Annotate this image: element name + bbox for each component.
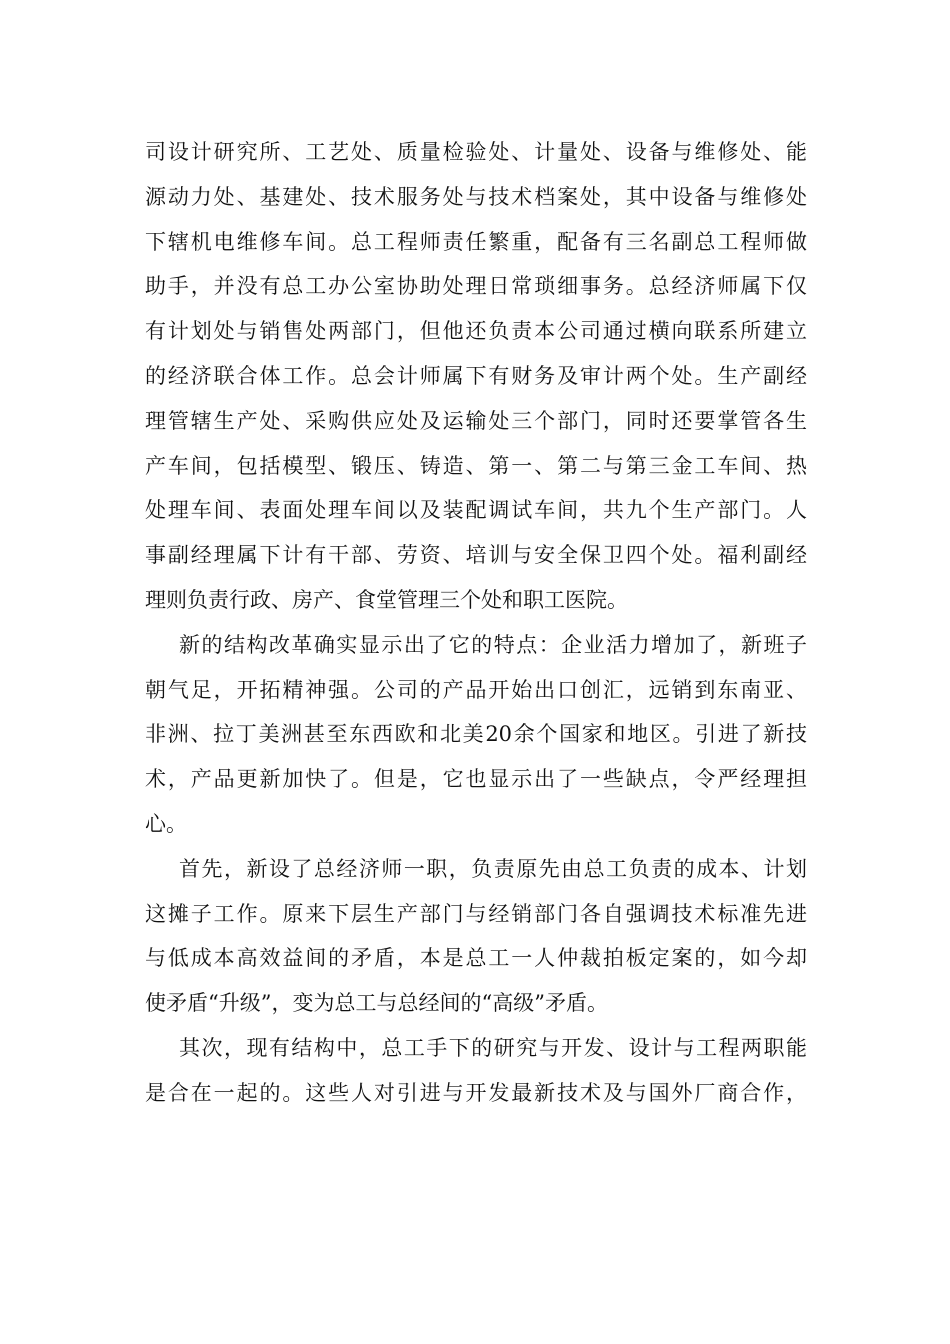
text-line: 这摊子工作。原来下层生产部门与经销部门各自强调技术标准先进 (145, 901, 807, 926)
text-line: 下辖机电维修车间。总工程师责任繁重，配备有三名副总工程师做 (145, 229, 807, 254)
text-line: 与低成本高效益间的矛盾，本是总工一人仲裁拍板定案的，如今却 (145, 946, 807, 971)
text-line: 有计划处与销售处两部门，但他还负责本公司通过横向联系所建立 (145, 319, 807, 344)
paragraph-first-line: 其次，现有结构中，总工手下的研究与开发、设计与工程两职能 (179, 1035, 807, 1060)
text-line: 是合在一起的。这些人对引进与开发最新技术及与国外厂商合作， (145, 1080, 807, 1105)
text-line: 助手，并没有总工办公室协助处理日常琐细事务。总经济师属下仅 (145, 274, 807, 299)
text-line: 司设计研究所、工艺处、质量检验处、计量处、设备与维修处、能 (145, 140, 807, 164)
text-line: 使矛盾“升级”，变为总工与总经间的“高级”矛盾。 (145, 991, 608, 1016)
text-line: 术，产品更新加快了。但是，它也显示出了一些缺点，令严经理担 (145, 767, 807, 792)
text-line: 源动力处、基建处、技术服务处与技术档案处，其中设备与维修处 (145, 184, 807, 209)
paragraph-first-line: 新的结构改革确实显示出了它的特点：企业活力增加了，新班子 (179, 632, 807, 657)
paragraph-first-line: 首先，新设了总经济师一职，负责原先由总工负责的成本、计划 (179, 856, 807, 881)
text-line: 非洲、拉丁美洲甚至东西欧和北美20余个国家和地区。引进了新技 (145, 722, 807, 747)
text-line: 处理车间、表面处理车间以及装配调试车间，共九个生产部门。人 (145, 498, 807, 523)
text-line: 的经济联合体工作。总会计师属下有财务及审计两个处。生产副经 (145, 363, 807, 388)
text-line: 产车间，包括模型、锻压、铸造、第一、第二与第三金工车间、热 (145, 453, 807, 478)
text-line: 朝气足，开拓精神强。公司的产品开始出口创汇，远销到东南亚、 (145, 677, 807, 702)
text-line: 理管辖生产处、采购供应处及运输处三个部门，同时还要掌管各生 (145, 408, 807, 433)
text-line: 心。 (145, 811, 187, 836)
body-text (145, 130, 807, 1116)
text-line: 理则负责行政、房产、食堂管理三个处和职工医院。 (145, 587, 628, 612)
text-line: 事副经理属下计有干部、劳资、培训与安全保卫四个处。福利副经 (145, 543, 807, 568)
